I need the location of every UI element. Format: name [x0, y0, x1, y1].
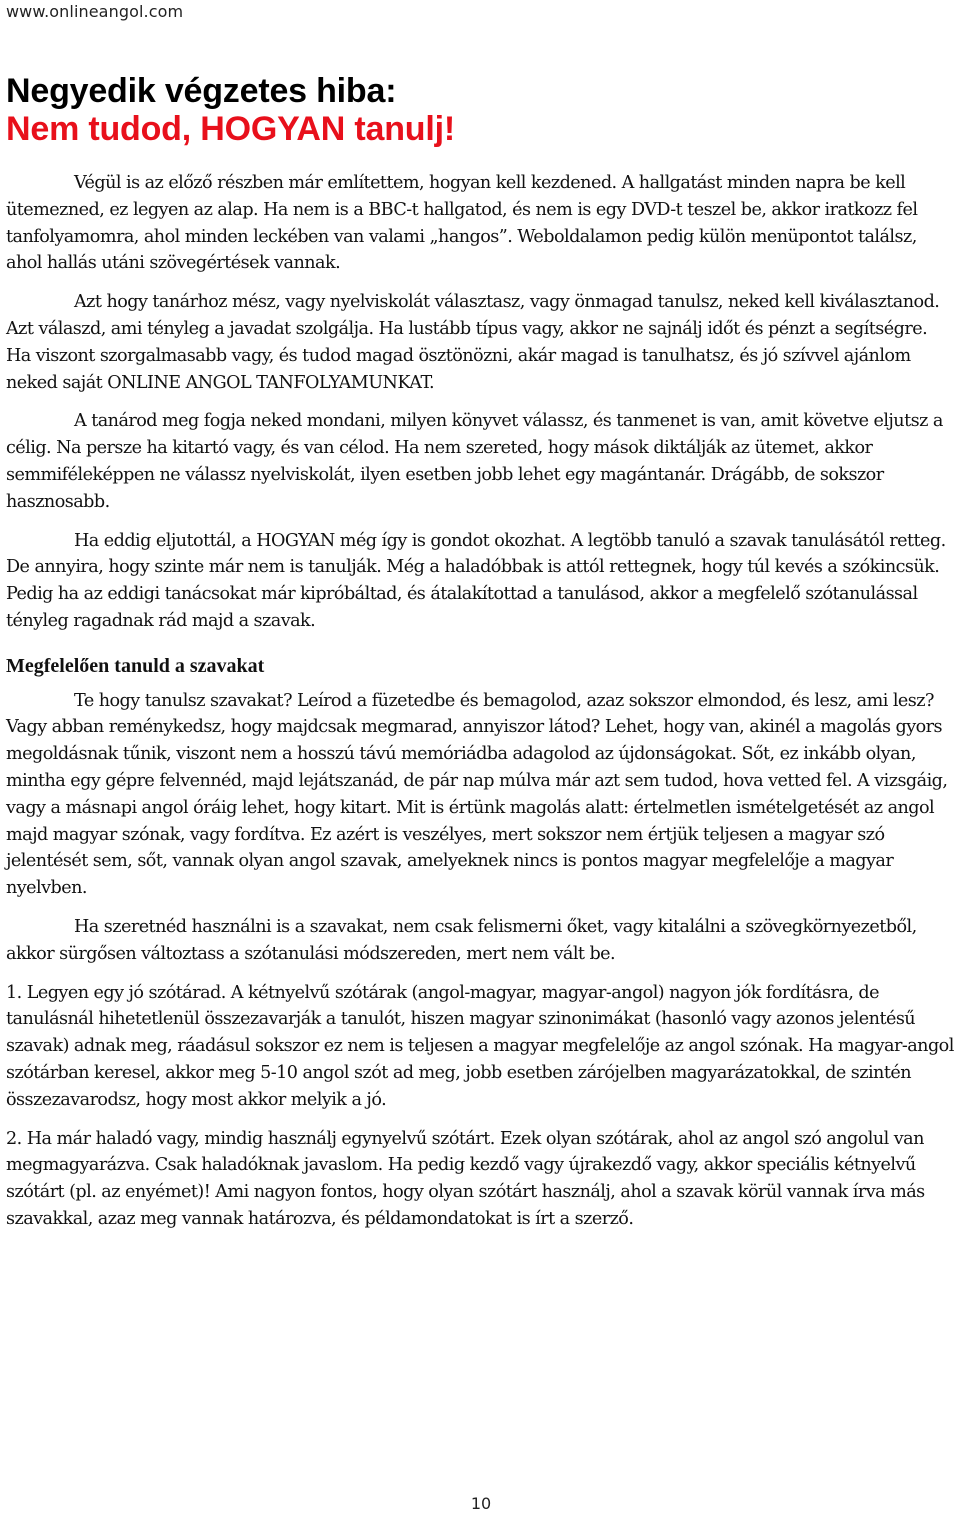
site-url-header: www.onlineangol.com — [6, 2, 184, 21]
article-body — [6, 170, 956, 1245]
page-title — [6, 72, 455, 148]
paragraph: Ha eddig eljutottál, a HOGYAN még így is gondot okozhat. A legtöbb tanuló a szavak tanulásától retteg. De annyira, hogy szinte már nem is tanulják. Még a haladóbbak is attól rettegnek, hogy túl kevés a szókincsük. Pedig ha az eddigi tanácsokat már kipróbáltad, és átalakítottad a tanulásod, akkor a megfelelő szótanulással tényleg ragadnak rád majd a szavak. — [6, 530, 946, 631]
paragraph: Te hogy tanulsz szavakat? Leírod a füzetedbe és bemagolod, azaz sokszor elmondod, és lesz, ami lesz? Vagy abban reménykedsz, hogy majdcsak megmarad, annyiszor látod? Lehet, hogy van, akinél a magolás gyors megoldásnak tűnik, viszont nem a hosszú távú memóriádba adagolod az újdonságokat. Sőt, ez inkább olyan, mintha egy gépre felvennéd, majd lejátszanád, de pár nap múlva már azt sem tudod, hova vetted fel. A vizsgáig, vagy a másnapi angol óráig lehet, hogy kitart. Mit is értünk magolás alatt: értelmetlen ismételgetését az angol majd magyar szónak, vagy fordítva. Ez azért is veszélyes, mert sokszor nem értjük teljesen a magyar szó jelentését sem, sőt, vannak olyan angol szavak, amelyeknek nincs is pontos magyar megfelelője a magyar nyelvben. — [6, 690, 948, 899]
title-line-1: Negyedik végzetes hiba: — [6, 72, 397, 110]
list-item: 1. Legyen egy jó szótárad. A kétnyelvű szótárak (angol-magyar, magyar-angol) nagyon jók fordításra, de tanulásnál hihetetlenül összezavarják a tanulót, hiszen magyar szinonimákat (hasonló vagy azonos jelentésű szavak) adnak meg, ráadásul sokszor ez nem is teljesen a magyar megfelelője az angol szónak. Ha magyar-angol szótárban keresel, akkor meg 5-10 angol szót ad meg, jobb esetben zárójelben magyarázatokkal, de szintén összezavarodsz, hogy most akkor melyik a jó. — [6, 982, 954, 1110]
title-line-2: Nem tudod, HOGYAN tanulj! — [6, 110, 455, 148]
page-number: 10 — [470, 1494, 492, 1513]
paragraph: Azt hogy tanárhoz mész, vagy nyelviskolát választasz, vagy önmagad tanulsz, neked kell kiválasztanod. Azt válaszd, ami tényleg a javadat szolgálja. Ha lustább típus vagy, akkor ne sajnálj időt és pénzt a segítségre. Ha viszont szorgalmasabb vagy, és tudod magad ösztönözni, akár magad is tanulhatsz, és jó szívvel ajánlom neked saját ONLINE ANGOL TANFOLYAMUNKAT. — [6, 292, 940, 393]
document-page — [6, 0, 956, 1518]
paragraph: Ha szeretnéd használni is a szavakat, nem csak felismerni őket, vagy kitalálni a szövegkörnyezetből, akkor sürgősen változtass a szótanulási módszereden, mert nem vált be. — [6, 916, 917, 964]
paragraph: A tanárod meg fogja neked mondani, milyen könyvet válassz, és tanmenet is van, amit követve eljutsz a célig. Na persze ha kitartó vagy, és van célod. Ha nem szereted, hogy mások diktálják az ütemet, akkor semmiféleképpen ne válassz nyelviskolát, ilyen esetben jobb lehet egy magántanár. Drágább, de sokszor hasznosabb. — [6, 411, 943, 512]
list-item: 2. Ha már haladó vagy, mindig használj egynyelvű szótárt. Ezek olyan szótárak, ahol az angol szó angolul van megmagyarázva. Csak haladóknak javaslom. Ha pedig kezdő vagy újrakezdő vagy, akkor speciális kétnyelvű szótárt (pl. az enyémet)! Ami nagyon fontos, hogy olyan szótárt használj, ahol a szavak körül vannak írva más szavakkal, azaz meg vannak határozva, és példamondatokat is írt a szerző. — [6, 1128, 925, 1229]
section-heading: Megfelelően tanuld a szavakat — [6, 654, 265, 677]
paragraph: Végül is az előző részben már említettem, hogyan kell kezdened. A hallgatást minden napra be kell ütemezned, ez legyen az alap. Ha nem is a BBC-t hallgatod, és nem is egy DVD-t teszel be, akkor iratkozz fel tanfolyamomra, ahol minden leckében van valami „hangos”. Weboldalamon pedig külön menüpontot találsz, ahol hallás utáni szövegértések vannak. — [6, 173, 918, 274]
